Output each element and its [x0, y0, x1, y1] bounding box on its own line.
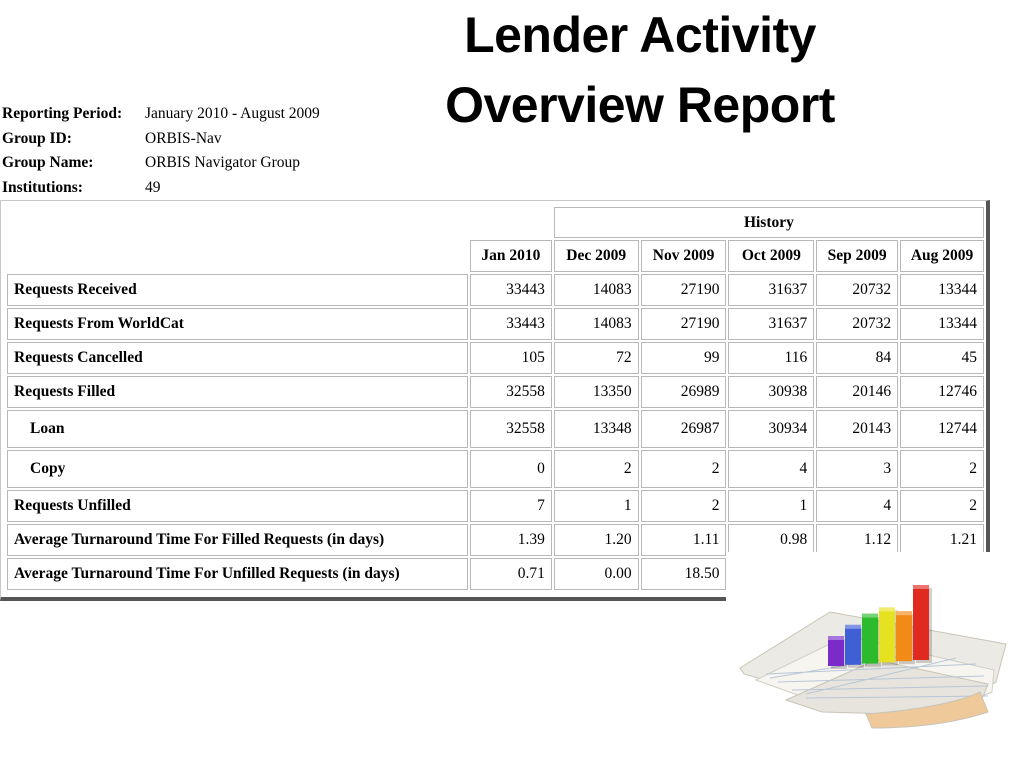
table-cell: 99 [641, 342, 727, 374]
table-cell: 2 [900, 490, 984, 522]
column-header: Aug 2009 [900, 240, 984, 272]
history-header: History [554, 207, 984, 238]
table-cell: 13344 [900, 308, 984, 340]
report-table-frame [0, 200, 990, 601]
lender-activity-table [5, 205, 986, 592]
row-label: Average Turnaround Time For Filled Requests (in days) [7, 524, 468, 556]
table-cell: 2 [900, 450, 984, 488]
bar-highlight [828, 636, 844, 640]
table-cell: 30938 [728, 376, 814, 408]
table-row [7, 410, 984, 448]
bar-chart-clipart [726, 552, 1024, 768]
table-cell: 12744 [900, 410, 984, 448]
table-cell: 30934 [728, 410, 814, 448]
meta-value: January 2010 - August 2009 [145, 105, 320, 122]
table-cell: 0.98 [728, 524, 814, 556]
table-cell: 14083 [554, 274, 639, 306]
table-cell: 1 [728, 490, 814, 522]
slide-title-line-1: Lender Activity [464, 7, 816, 63]
meta-row-reporting-period [2, 102, 320, 127]
table-cell: 2 [641, 450, 727, 488]
row-label: Requests Filled [7, 376, 468, 408]
table-row [7, 376, 984, 408]
table-corner [7, 207, 468, 238]
bar-highlight [896, 611, 912, 615]
table-cell: 20146 [816, 376, 898, 408]
bar-chart-clipart-icon [726, 552, 1024, 768]
table-cell: 72 [554, 342, 639, 374]
table-row [7, 490, 984, 522]
table-cell: 116 [728, 342, 814, 374]
column-header: Nov 2009 [641, 240, 727, 272]
meta-value: ORBIS Navigator Group [145, 154, 300, 171]
table-cell: 7 [470, 490, 552, 522]
table-row [7, 274, 984, 306]
table-cell: 32558 [470, 410, 552, 448]
table-cell: 0.00 [554, 558, 639, 590]
table-header-group-row [7, 207, 984, 238]
table-cell: 33443 [470, 308, 552, 340]
table-cell: 1.11 [641, 524, 727, 556]
column-header: Sep 2009 [816, 240, 898, 272]
table-cell: 3 [816, 450, 898, 488]
bar-highlight [913, 585, 929, 589]
meta-label: Group ID: [2, 129, 72, 147]
bar-highlight [862, 614, 878, 618]
clipart-bar [879, 607, 895, 662]
slide-title [390, 0, 890, 140]
clipart-bar [896, 611, 912, 661]
table-cell: 31637 [728, 308, 814, 340]
table-cell: 20143 [816, 410, 898, 448]
clipart-bar [862, 614, 878, 664]
slide-title-line-2: Overview Report [445, 77, 835, 133]
table-cell: 20732 [816, 308, 898, 340]
bar-highlight [879, 607, 895, 611]
table-cell: 20732 [816, 274, 898, 306]
row-label: Requests From WorldCat [7, 308, 468, 340]
table-cell: 32558 [470, 376, 552, 408]
row-label: Loan [7, 410, 468, 448]
table-cell: 1.20 [554, 524, 639, 556]
table-cell: 13344 [900, 274, 984, 306]
table-cell: 18.50 [641, 558, 727, 590]
clipart-bar [845, 625, 861, 665]
table-row [7, 450, 984, 488]
meta-row-group-name [2, 151, 320, 176]
table-cell: 13348 [554, 410, 639, 448]
table-cell: 27190 [641, 274, 727, 306]
meta-value: 49 [145, 178, 161, 196]
table-cell: 1.12 [816, 524, 898, 556]
row-label: Average Turnaround Time For Unfilled Requests (in days) [7, 558, 468, 590]
table-row [7, 308, 984, 340]
table-cell: 0.71 [470, 558, 552, 590]
table-header-row [7, 240, 984, 272]
table-corner [470, 207, 552, 238]
table-cell: 1 [554, 490, 639, 522]
clipart-bar [828, 636, 844, 666]
table-cell: 45 [900, 342, 984, 374]
table-cell: 1.39 [470, 524, 552, 556]
row-label: Requests Received [7, 274, 468, 306]
column-header: Oct 2009 [728, 240, 814, 272]
meta-label: Reporting Period: [2, 105, 123, 122]
meta-label: Group Name: [2, 154, 94, 171]
row-label: Requests Unfilled [7, 490, 468, 522]
row-label: Requests Cancelled [7, 342, 468, 374]
table-cell: 4 [728, 450, 814, 488]
table-cell: 13350 [554, 376, 639, 408]
table-cell: 31637 [728, 274, 814, 306]
table-cell: 84 [816, 342, 898, 374]
report-metadata [2, 102, 320, 200]
meta-row-group-id [2, 127, 320, 152]
table-cell: 105 [470, 342, 552, 374]
table-cell: 4 [816, 490, 898, 522]
table-row [7, 342, 984, 374]
table-cell: 26987 [641, 410, 727, 448]
table-cell: 2 [641, 490, 727, 522]
clipart-bar [913, 585, 929, 660]
column-header: Dec 2009 [554, 240, 639, 272]
table-cell: 0 [470, 450, 552, 488]
table-cell: 1.21 [900, 524, 984, 556]
table-cell: 14083 [554, 308, 639, 340]
table-cell: 26989 [641, 376, 727, 408]
table-cell: 2 [554, 450, 639, 488]
table-cell: 27190 [641, 308, 727, 340]
table-corner [7, 240, 468, 272]
table-cell: 33443 [470, 274, 552, 306]
meta-row-institutions [2, 176, 320, 201]
meta-label: Institutions: [2, 178, 83, 196]
bar-highlight [845, 625, 861, 629]
meta-value: ORBIS-Nav [145, 129, 222, 147]
row-label: Copy [7, 450, 468, 488]
column-header: Jan 2010 [470, 240, 552, 272]
table-cell: 12746 [900, 376, 984, 408]
